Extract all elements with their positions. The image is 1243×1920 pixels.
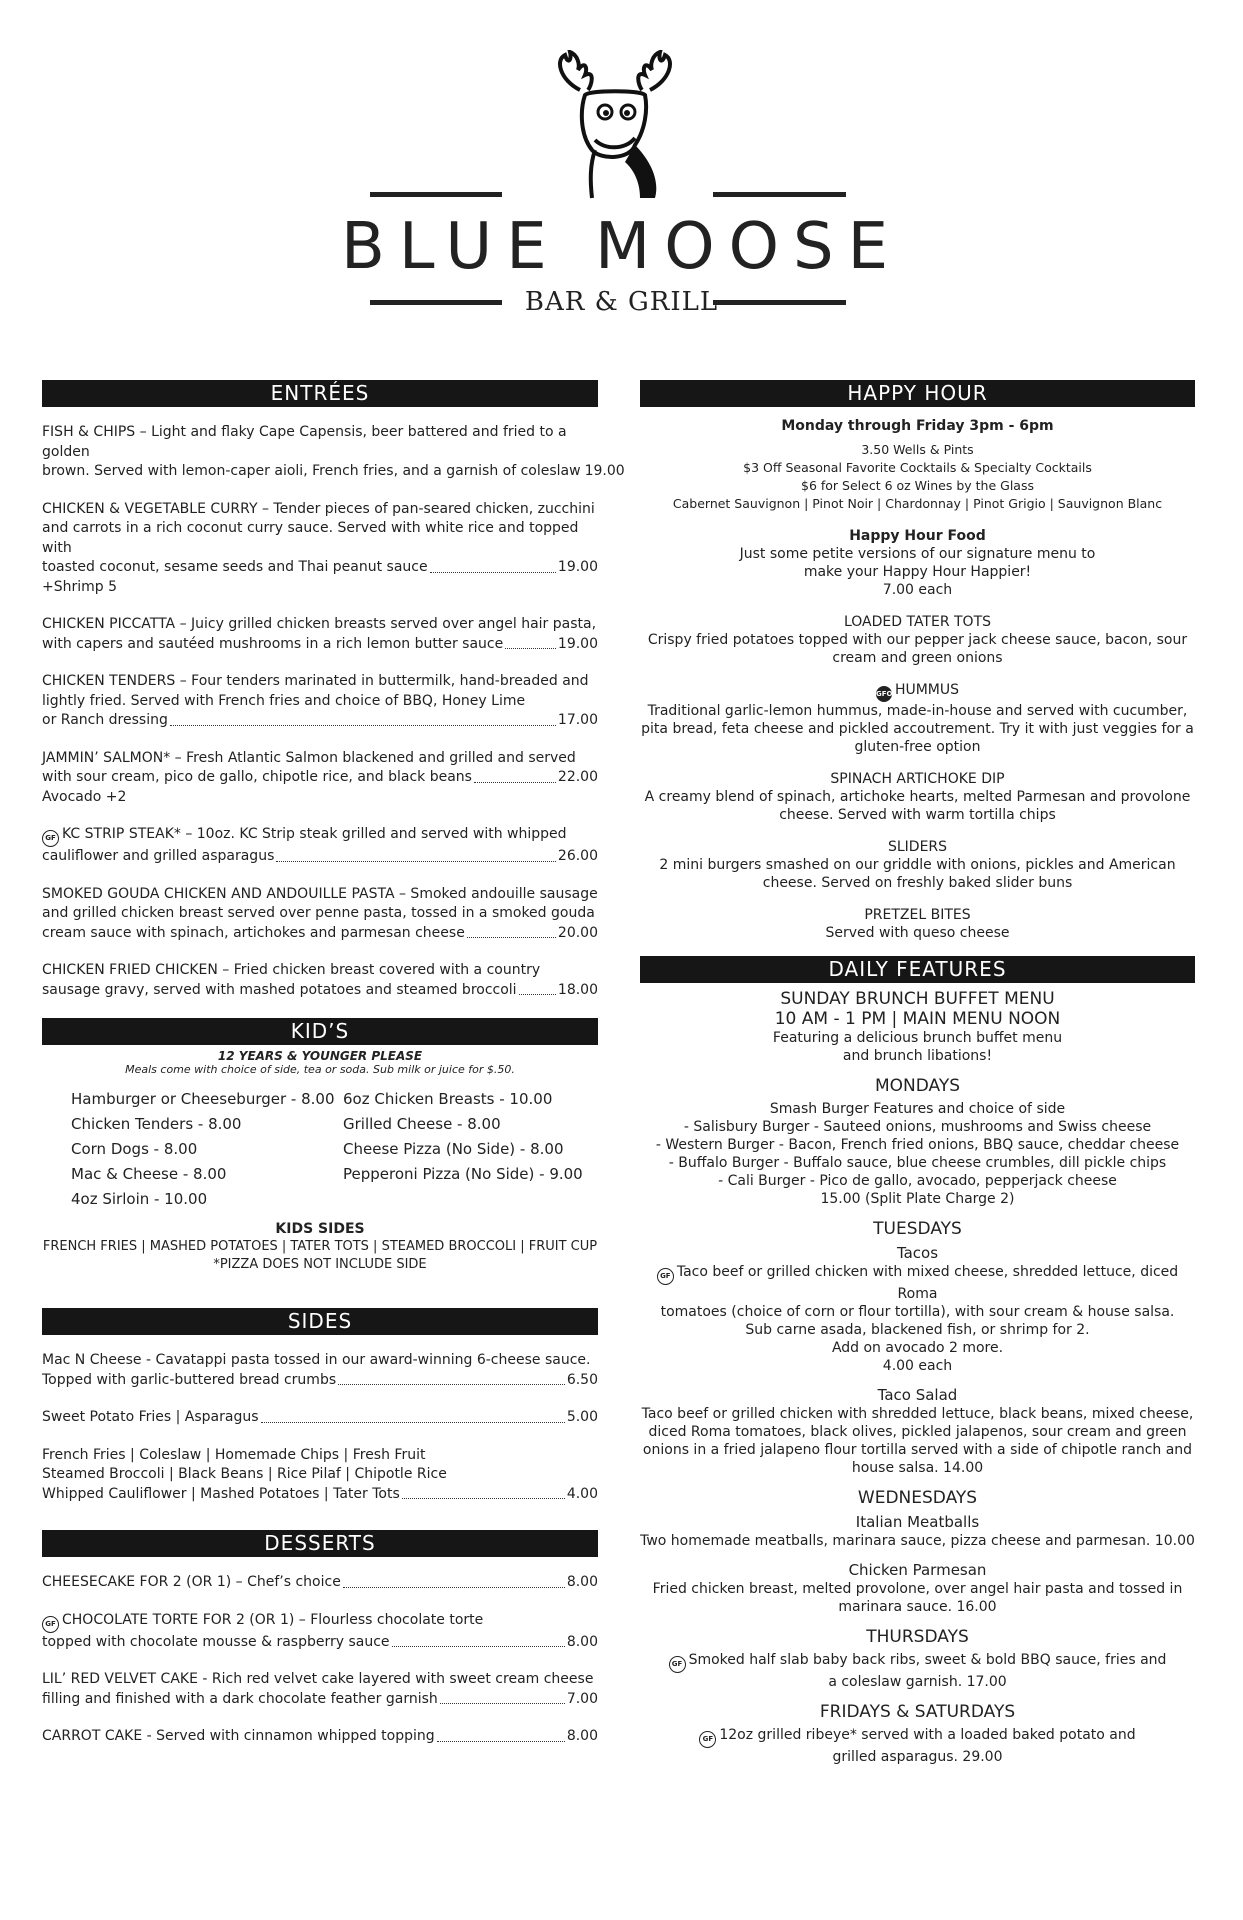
entree-addon: +Shrimp 5 bbox=[42, 578, 118, 595]
kids-meal-note: Meals come with choice of side, tea or soda. Sub milk or juice for $.50. bbox=[125, 1063, 515, 1076]
dessert-item bbox=[42, 1573, 598, 1593]
dessert-price: 8.00 bbox=[566, 1728, 598, 1744]
entree-desc-line: CHICKEN PICCATTA – Juicy grilled chicken breasts served over angel hair pasta, bbox=[42, 616, 597, 632]
entree-desc-line: CHICKEN FRIED CHICKEN – Fried chicken breast covered with a country bbox=[42, 962, 541, 978]
happy-hour-item-desc: 2 mini burgers smashed on our griddle with onions, pickles and American bbox=[659, 857, 1176, 873]
brand-name: BLUE MOOSE bbox=[340, 210, 903, 284]
entree-desc-line: lightly fried. Served with French fries and choice of BBQ, Honey Lime bbox=[42, 692, 526, 709]
taco-salad-line: Taco beef or grilled chicken with shredded lettuce, black beans, mixed cheese, bbox=[641, 1406, 1194, 1422]
happy-hour-item-name: PRETZEL BITES bbox=[864, 907, 971, 923]
desserts-list bbox=[42, 1573, 598, 1747]
happy-hour-food-desc bbox=[640, 545, 1195, 599]
tacos-line: Sub carne asada, blackened fish, or shrimp for 2. bbox=[745, 1322, 1090, 1338]
dot-leader bbox=[261, 1422, 565, 1423]
happy-hour-item-desc: cheese. Served with warm tortilla chips bbox=[779, 807, 1056, 823]
happy-hour-item-name: SPINACH ARTICHOKE DIP bbox=[830, 771, 1005, 787]
side-price-line bbox=[42, 1485, 598, 1505]
happy-hour-drink-line: 3.50 Wells & Pints bbox=[861, 442, 974, 457]
spacer bbox=[640, 667, 1195, 681]
side-desc-line: Sweet Potato Fries | Asparagus bbox=[42, 1409, 259, 1425]
entree-item bbox=[42, 961, 598, 1000]
chicken-parm-line: marinara sauce. 16.00 bbox=[838, 1599, 997, 1615]
chicken-parm-title: Chicken Parmesan bbox=[848, 1561, 987, 1579]
entree-desc-line: FISH & CHIPS – Light and flaky Cape Capensis, beer battered and fried to a golden bbox=[42, 424, 567, 460]
dessert-price: 8.00 bbox=[566, 1574, 598, 1590]
kids-menu-item: 4oz Sirloin - 10.00 bbox=[71, 1190, 208, 1208]
chicken-parm-line: Fried chicken breast, melted provolone, over angel hair pasta and tossed in bbox=[652, 1581, 1183, 1597]
entree-desc-line: with sour cream, pico de gallo, chipotle rice, and black beans bbox=[42, 769, 472, 785]
kids-menu-item: Cheese Pizza (No Side) - 8.00 bbox=[343, 1140, 564, 1158]
friday-line: GF 12oz grilled ribeye* served with a loaded baked potato and bbox=[640, 1726, 1195, 1748]
friday-lines bbox=[640, 1726, 1195, 1766]
dessert-desc-line: topped with chocolate mousse & raspberry sauce bbox=[42, 1633, 390, 1650]
dot-leader bbox=[170, 725, 556, 726]
entree-desc-line: GF KC STRIP STEAK* – 10oz. KC Strip steak grilled and served with whipped bbox=[42, 825, 598, 847]
happy-hour-item-desc: gluten-free option bbox=[854, 739, 981, 755]
dot-leader bbox=[343, 1587, 565, 1588]
dot-leader bbox=[505, 648, 556, 649]
happy-hour-item-desc: Crispy fried potatoes topped with our pepper jack cheese sauce, bacon, sour bbox=[647, 632, 1188, 648]
kids-header: KID’S bbox=[42, 1018, 598, 1045]
thursday-lines bbox=[640, 1651, 1195, 1691]
tacos-line: GF Taco beef or grilled chicken with mixed cheese, shredded lettuce, diced Roma bbox=[640, 1263, 1195, 1303]
entree-desc-line: and carrots in a rich coconut curry sauce. Served with white rice and topped with bbox=[42, 520, 579, 556]
header-rule-top-left bbox=[370, 192, 502, 197]
dot-leader bbox=[474, 782, 556, 783]
gluten-free-icon: GF bbox=[42, 1616, 59, 1633]
chicken-parm-lines bbox=[640, 1580, 1195, 1616]
kids-menu-item: Mac & Cheese - 8.00 bbox=[71, 1165, 227, 1183]
gluten-free-icon: GF bbox=[657, 1268, 674, 1285]
entree-item bbox=[42, 615, 598, 654]
brunch-title: SUNDAY BRUNCH BUFFET MENU bbox=[780, 989, 1055, 1009]
side-price-line bbox=[42, 1408, 598, 1428]
happy-hour-food-line: make your Happy Hour Happier! bbox=[803, 564, 1032, 580]
happy-hour-food-title: Happy Hour Food bbox=[849, 528, 986, 544]
dot-leader bbox=[392, 1646, 565, 1647]
happy-hour-item-name: SLIDERS bbox=[887, 839, 948, 855]
side-price: 6.50 bbox=[566, 1371, 598, 1388]
entree-desc-line: CHICKEN TENDERS – Four tenders marinated in buttermilk, hand-breaded and bbox=[42, 673, 589, 689]
brunch-desc bbox=[640, 1029, 1195, 1065]
entree-item bbox=[42, 885, 598, 944]
dessert-price-line bbox=[42, 1633, 598, 1653]
entree-price: 20.00 bbox=[557, 924, 598, 941]
moose-logo-icon bbox=[540, 50, 690, 200]
kids-sides-title: KIDS SIDES bbox=[275, 1221, 365, 1237]
left-column bbox=[42, 380, 625, 1765]
entree-desc-line: CHICKEN & VEGETABLE CURRY – Tender pieces of pan-seared chicken, zucchini bbox=[42, 500, 595, 517]
day-wednesday: WEDNESDAYS bbox=[857, 1488, 978, 1508]
dessert-desc-line: GF CHOCOLATE TORTE FOR 2 (OR 1) – Flourless chocolate torte bbox=[42, 1611, 598, 1633]
kids-sides-list: FRENCH FRIES | MASHED POTATOES | TATER TOTS | STEAMED BROCCOLI | FRUIT CUP bbox=[42, 1239, 598, 1254]
entree-desc-line: cream sauce with spinach, artichokes and parmesan cheese bbox=[42, 924, 465, 941]
dessert-desc-line: filling and finished with a dark chocolate feather garnish bbox=[42, 1690, 438, 1707]
dessert-price: 7.00 bbox=[566, 1690, 598, 1707]
kids-items bbox=[42, 1087, 598, 1212]
entrees-list bbox=[42, 423, 625, 1000]
dessert-item bbox=[42, 1727, 598, 1747]
monday-line: - Salisbury Burger - Sauteed onions, mushrooms and Swiss cheese bbox=[683, 1119, 1152, 1135]
gluten-free-icon: GF bbox=[699, 1731, 716, 1748]
monday-lines bbox=[640, 1100, 1195, 1208]
kids-menu-item: Hamburger or Cheeseburger - 8.00 bbox=[71, 1090, 335, 1108]
brunch-desc-line: and brunch libations! bbox=[842, 1048, 993, 1064]
tacos-title: Tacos bbox=[896, 1244, 939, 1262]
day-monday: MONDAYS bbox=[874, 1076, 961, 1096]
entree-item bbox=[42, 500, 598, 598]
side-price: 4.00 bbox=[566, 1485, 598, 1502]
taco-salad-line: diced Roma tomatoes, black olives, pickled jalapenos, sour cream and green bbox=[648, 1424, 1187, 1440]
entrees-header: ENTRÉES bbox=[42, 380, 598, 407]
day-friday-saturday: FRIDAYS & SATURDAYS bbox=[819, 1702, 1016, 1722]
happy-hour-item-desc: A creamy blend of spinach, artichoke hearts, melted Parmesan and provolone bbox=[644, 789, 1191, 805]
side-item bbox=[42, 1408, 598, 1428]
spacer bbox=[640, 599, 1195, 613]
monday-line: - Cali Burger - Pico de gallo, avocado, pepperjack cheese bbox=[718, 1173, 1117, 1189]
kids-menu-item: Chicken Tenders - 8.00 bbox=[71, 1115, 242, 1133]
side-price: 5.00 bbox=[566, 1409, 598, 1425]
gluten-free-icon: GF bbox=[42, 830, 59, 847]
entree-desc-line: toasted coconut, sesame seeds and Thai peanut sauce bbox=[42, 559, 428, 575]
entree-price-line bbox=[42, 847, 598, 867]
happy-hour-items bbox=[640, 599, 1195, 942]
entree-price-line bbox=[42, 711, 598, 731]
kids-menu-item: Pepperoni Pizza (No Side) - 9.00 bbox=[343, 1165, 583, 1183]
entree-desc-line: sausage gravy, served with mashed potatoes and steamed broccoli bbox=[42, 981, 517, 998]
happy-hour-time: Monday through Friday 3pm - 6pm bbox=[781, 418, 1054, 434]
dot-leader bbox=[430, 572, 556, 573]
side-price-line bbox=[42, 1371, 598, 1391]
entree-desc-line: SMOKED GOUDA CHICKEN AND ANDOUILLE PASTA – Smoked andouille sausage bbox=[42, 885, 598, 902]
spacer bbox=[640, 824, 1195, 838]
dessert-desc-line: CHEESECAKE FOR 2 (OR 1) – Chef’s choice bbox=[42, 1574, 341, 1590]
entree-price: 18.00 bbox=[557, 981, 598, 998]
right-column bbox=[640, 380, 1195, 1766]
taco-salad-line: house salsa. 14.00 bbox=[851, 1460, 984, 1476]
entree-item bbox=[42, 749, 598, 808]
dot-leader bbox=[467, 937, 556, 938]
dessert-item bbox=[42, 1670, 598, 1709]
happy-hour-food-line: Just some petite versions of our signature menu to bbox=[739, 546, 1096, 562]
spacer bbox=[640, 756, 1195, 770]
dessert-price-line bbox=[42, 1573, 598, 1593]
kids-menu-item: Grilled Cheese - 8.00 bbox=[343, 1115, 501, 1133]
taco-salad-title: Taco Salad bbox=[877, 1386, 958, 1404]
day-thursday: THURSDAYS bbox=[866, 1627, 969, 1647]
entree-desc-line: or Ranch dressing bbox=[42, 712, 168, 728]
taco-salad-lines bbox=[640, 1405, 1195, 1477]
entree-price: 19.00 bbox=[584, 463, 625, 479]
happy-hour-item-desc: cheese. Served on freshly baked slider buns bbox=[762, 875, 1073, 891]
happy-hour-drink-line: $3 Off Seasonal Favorite Cocktails & Specialty Cocktails bbox=[743, 460, 1092, 475]
kids-age-note: 12 YEARS & YOUNGER PLEASE bbox=[217, 1049, 423, 1063]
entree-price-line bbox=[42, 768, 598, 788]
dessert-desc-line: LIL’ RED VELVET CAKE - Rich red velvet cake layered with sweet cream cheese bbox=[42, 1671, 594, 1687]
kids-menu-item: 6oz Chicken Breasts - 10.00 bbox=[343, 1090, 553, 1108]
entree-price: 17.00 bbox=[557, 712, 598, 728]
thursday-line: a coleslaw garnish. 17.00 bbox=[828, 1674, 1007, 1690]
monday-line: Smash Burger Features and choice of side bbox=[769, 1101, 1066, 1117]
entree-desc-line: and grilled chicken breast served over penne pasta, tossed in a smoked gouda bbox=[42, 905, 595, 921]
dot-leader bbox=[437, 1741, 565, 1742]
friday-line: grilled asparagus. 29.00 bbox=[832, 1749, 1003, 1765]
taco-salad-line: onions in a fried jalapeno flour tortilla served with a side of chipotle ranch and bbox=[642, 1442, 1193, 1458]
sides-list bbox=[42, 1351, 598, 1504]
kids-sides-note: *PIZZA DOES NOT INCLUDE SIDE bbox=[213, 1257, 427, 1272]
dot-leader bbox=[402, 1498, 565, 1499]
entree-price-line bbox=[42, 462, 625, 482]
entree-price: 26.00 bbox=[557, 848, 598, 864]
kids-menu-item bbox=[343, 1187, 603, 1212]
dessert-item bbox=[42, 1611, 598, 1653]
daily-features-header: DAILY FEATURES bbox=[640, 956, 1195, 983]
side-desc-line: Mac N Cheese - Cavatappi pasta tossed in our award-winning 6-cheese sauce. bbox=[42, 1352, 591, 1368]
dessert-price-line bbox=[42, 1690, 598, 1710]
entree-desc-line: cauliflower and grilled asparagus bbox=[42, 848, 275, 864]
side-desc-line: French Fries | Coleslaw | Homemade Chips | Fresh Fruit bbox=[42, 1446, 426, 1463]
side-desc-line: Whipped Cauliflower | Mashed Potatoes | Tater Tots bbox=[42, 1485, 400, 1502]
entree-item bbox=[42, 672, 598, 731]
gluten-free-option-icon: GFO bbox=[876, 686, 892, 702]
side-desc-line: Steamed Broccoli | Black Beans | Rice Pilaf | Chipotle Rice bbox=[42, 1466, 447, 1482]
dessert-desc-line: CARROT CAKE - Served with cinnamon whipped topping bbox=[42, 1728, 435, 1744]
dot-leader bbox=[276, 861, 556, 862]
entree-desc-line: with capers and sautéed mushrooms in a rich lemon butter sauce bbox=[42, 635, 504, 652]
happy-hour-item-desc: cream and green onions bbox=[832, 650, 1003, 666]
side-item bbox=[42, 1446, 598, 1505]
happy-hour-header: HAPPY HOUR bbox=[640, 380, 1195, 407]
side-desc-line: Topped with garlic-buttered bread crumbs bbox=[42, 1371, 337, 1388]
entree-price: 19.00 bbox=[557, 559, 598, 575]
thursday-line: GF Smoked half slab baby back ribs, sweet & bold BBQ sauce, fries and bbox=[640, 1651, 1195, 1673]
tacos-line: 4.00 each bbox=[882, 1358, 953, 1374]
brand-subtitle: BAR & GRILL bbox=[524, 287, 719, 317]
meatballs-title: Italian Meatballs bbox=[855, 1513, 980, 1531]
dessert-price: 8.00 bbox=[566, 1633, 598, 1650]
entree-desc-line: JAMMIN’ SALMON* – Fresh Atlantic Salmon blackened and grilled and served bbox=[42, 749, 576, 766]
entree-price-line bbox=[42, 635, 598, 655]
dot-leader bbox=[440, 1703, 565, 1704]
happy-hour-item-desc: Traditional garlic-lemon hummus, made-in-house and served with cucumber, bbox=[647, 703, 1188, 719]
entree-price: 22.00 bbox=[557, 769, 598, 785]
kids-menu-item: Corn Dogs - 8.00 bbox=[71, 1140, 198, 1158]
spacer bbox=[640, 892, 1195, 906]
happy-hour-item-desc: Served with queso cheese bbox=[825, 925, 1010, 941]
monday-line: - Buffalo Burger - Buffalo sauce, blue cheese crumbles, dill pickle chips bbox=[668, 1155, 1167, 1171]
header-rule-top-right bbox=[713, 192, 846, 197]
happy-hour-item-name: LOADED TATER TOTS bbox=[843, 614, 992, 630]
monday-line: 15.00 (Split Plate Charge 2) bbox=[820, 1191, 1015, 1207]
side-item bbox=[42, 1351, 598, 1390]
entree-desc-line: brown. Served with lemon-caper aioli, French fries, and a garnish of coleslaw bbox=[42, 463, 581, 479]
entree-price-line bbox=[42, 981, 598, 1001]
entree-price: 19.00 bbox=[557, 635, 598, 652]
sides-header: SIDES bbox=[42, 1308, 598, 1335]
monday-line: - Western Burger - Bacon, French fried onions, BBQ sauce, cheddar cheese bbox=[655, 1137, 1180, 1153]
desserts-header: DESSERTS bbox=[42, 1530, 598, 1557]
entree-price-line bbox=[42, 558, 598, 578]
dot-leader bbox=[519, 994, 556, 995]
gluten-free-icon: GF bbox=[669, 1656, 686, 1673]
happy-hour-item-name: GFO HUMMUS bbox=[640, 681, 1195, 702]
brunch-desc-line: Featuring a delicious brunch buffet menu bbox=[772, 1030, 1063, 1046]
entree-addon: Avocado +2 bbox=[42, 788, 127, 805]
brunch-time: 10 AM - 1 PM | MAIN MENU NOON bbox=[774, 1009, 1061, 1029]
happy-hour-drink-line: $6 for Select 6 oz Wines by the Glass bbox=[801, 478, 1034, 493]
tacos-line: Add on avocado 2 more. bbox=[831, 1340, 1004, 1356]
tacos-lines bbox=[640, 1263, 1195, 1375]
meatballs-desc: Two homemade meatballs, marinara sauce, pizza cheese and parmesan. 10.00 bbox=[640, 1533, 1195, 1549]
day-tuesday: TUESDAYS bbox=[873, 1219, 962, 1239]
entree-item bbox=[42, 423, 625, 482]
entree-item bbox=[42, 825, 598, 867]
entree-price-line bbox=[42, 924, 598, 944]
tacos-line: tomatoes (choice of corn or flour tortilla), with sour cream & house salsa. bbox=[660, 1304, 1175, 1320]
happy-hour-drinks bbox=[640, 441, 1195, 513]
dot-leader bbox=[338, 1384, 565, 1385]
happy-hour-drink-line: Cabernet Sauvignon | Pinot Noir | Chardonnay | Pinot Grigio | Sauvignon Blanc bbox=[672, 496, 1163, 511]
dessert-price-line bbox=[42, 1727, 598, 1747]
happy-hour-item-desc: pita bread, feta cheese and pickled accoutrement. Try it with just veggies for a bbox=[641, 721, 1194, 737]
happy-hour-food-line: 7.00 each bbox=[882, 582, 953, 598]
menu-header bbox=[0, 0, 1243, 330]
